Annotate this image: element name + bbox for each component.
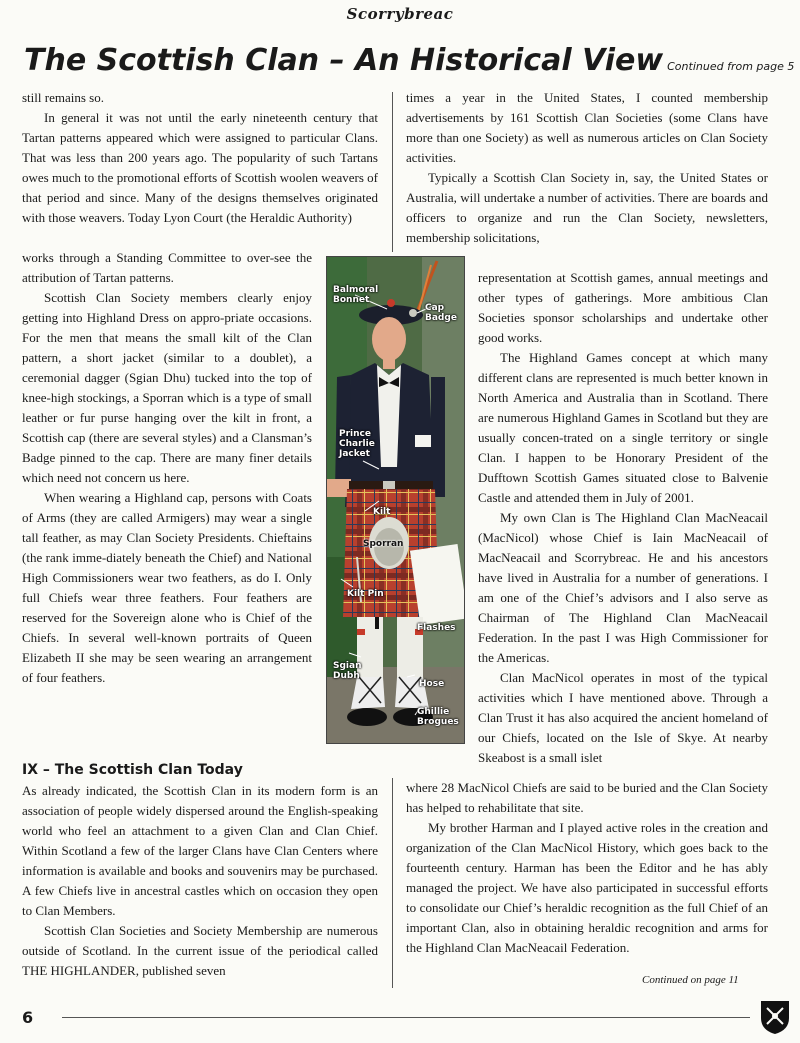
column-rule-top <box>392 92 393 252</box>
clan-emblem-icon <box>758 998 792 1036</box>
paragraph: When wearing a Highland cap, persons with Coats of Arms (they are called Armigers) may wear a single tall feather, as may Clan Society Presidents. Chieftains (the rank imme-diately beneath the Chief) and National High Commissioners wear two feathers, as do I. Only full Chiefs wear three feathers. Four feathers are reserved for the Sovereign alone who is Chief of the Chiefs. In several well-known portraits of Queen Elizabeth II she may be seen wearing an arrangement of four feathers. <box>22 490 312 685</box>
right-column-bottom <box>406 778 768 958</box>
label-hose: Hose <box>419 679 445 689</box>
paragraph: My brother Harman and I played active roles in the creation and organization of the Clan MacNicol History, which goes back to the fourteenth century. Harman has been the Editor and he has ably managed the project. We have also participated in successful efforts to consolidate our Chief’s heraldic recognition as the full Chief of an important Clan, also in obtaining heraldic recognition and arms for the Highland Clan MacNeacail Federation. <box>406 820 768 955</box>
footer-rule <box>62 1017 750 1018</box>
continued-from-note: Continued from page 5 <box>667 60 795 73</box>
label-prince-charlie-jacket: Prince Charlie Jacket <box>339 429 375 459</box>
right-column-wrap <box>478 268 768 768</box>
continued-on-note: Continued on page 11 <box>642 974 739 986</box>
page-number: 6 <box>22 1008 34 1027</box>
label-balmoral-bonnet: Balmoral Bonnet <box>333 285 379 305</box>
paragraph: Scottish Clan Society members clearly enjoy getting into Highland Dress on appro-priate occasions. For the men that means the small kilt of the Clan pattern, a short jacket (similar to a doublet), a ceremonial dagger (Sgian Dhu) tucked into the top of knee-high stockings, a Sporran which is a type of small leather or fur purse hanging over the kilt in front, a Scottish cap (there are several styles) and a Clansman’s Badge pinned to the cap. There are many finer details which need not concern us here. <box>22 290 312 485</box>
right-column-top <box>406 88 768 248</box>
paragraph: The Highland Games concept at which many different clans are represented is much better known in North America and Australia than in Scotland. There are numerous Highland Games in Scotland but they are usually concen-trated on a single territory or single Clan. I happen to be Honorary President of the Dufftown Scottish Games situated close to Balvenie Castle and attended them in July of 2001. <box>478 350 768 505</box>
paragraph: times a year in the United States, I counted membership advertisements by 161 Scottish Clan Societies (some Clans have more than one Society) as well as numerous articles on Clan Society activities. <box>406 90 768 165</box>
left-column-bottom <box>22 781 378 981</box>
paragraph: Typically a Scottish Clan Society in, say, the United States or Australia, will undertake a number of activities. There are boards and officers to organize and run the Clan Society, newsletters, membership solicitations, <box>406 170 768 245</box>
left-column-wrap <box>22 248 312 688</box>
paragraph: where 28 MacNicol Chiefs are said to be buried and the Clan Society has helped to rehabilitate that site. <box>406 780 768 815</box>
paragraph: Scottish Clan Societies and Society Membership are numerous outside of Scotland. In the current issue of the periodical called THE HIGHLANDER, published seven <box>22 923 378 978</box>
highland-dress-photo <box>326 256 465 744</box>
label-flashes: Flashes <box>417 623 456 633</box>
article-title <box>24 43 794 78</box>
column-rule-bottom <box>392 778 393 988</box>
left-column-top <box>22 88 378 228</box>
masthead: Scorrybreac <box>346 5 454 23</box>
label-sgian-dubh: Sgian Dubh <box>333 661 362 681</box>
paragraph: still remains so. <box>22 90 104 105</box>
label-cap-badge: Cap Badge <box>425 303 457 323</box>
label-kilt: Kilt <box>373 507 391 517</box>
section-heading: IX – The Scottish Clan Today <box>22 762 243 778</box>
paragraph: In general it was not until the early nineteenth century that Tartan patterns appeared which were assigned to particular Clans. That was less than 200 years ago. The popularity of such Tartans owes much to the promotional efforts of Scottish woolen weavers of that period and since. Many of the designs themselves originated with those weavers. Today Lyon Court (the Heraldic Authority) <box>22 110 378 225</box>
paragraph: As already indicated, the Scottish Clan in its modern form is an association of people widely dispersed around the English-speaking world who feel an attachment to a given Clan and Clan Chief. Within Scotland a few of the larger Clans have Clan Centers where information is available and books and souvenirs may be purchased. A few Chiefs live in ancestral castles which on occasion they open to Clan Members. <box>22 783 378 918</box>
label-sporran: Sporran <box>363 539 404 549</box>
label-kilt-pin: Kilt Pin <box>347 589 384 599</box>
article-title-text: The Scottish Clan – An Historical View <box>24 43 664 78</box>
paragraph: My own Clan is The Highland Clan MacNeacail (MacNicol) whose Chief is Iain MacNeacail of MacNeacail and Scorrybreac. He and his ancestors have lived in Australia for a number of generations. I am one of the Chief’s advisors and I also serve as Chairman of The Highland Clan MacNeacail Federation. In the past I was High Commissioner for the Americas. <box>478 510 768 665</box>
label-ghillie-brogues: Ghillie Brogues <box>417 707 459 727</box>
paragraph: Clan MacNicol operates in most of the typical activities which I have mentioned above. Through a Clan Trust it has also acquired the ancient homeland of our Chiefs, located on the Isle of Skye. At nearby Skeabost is a small islet <box>478 670 768 765</box>
paragraph: works through a Standing Committee to over-see the attribution of Tartan patterns. <box>22 250 312 285</box>
paragraph: representation at Scottish games, annual meetings and other types of gatherings. More ambitious Clan Societies sponsor scholarships and undertake other good works. <box>478 270 768 345</box>
